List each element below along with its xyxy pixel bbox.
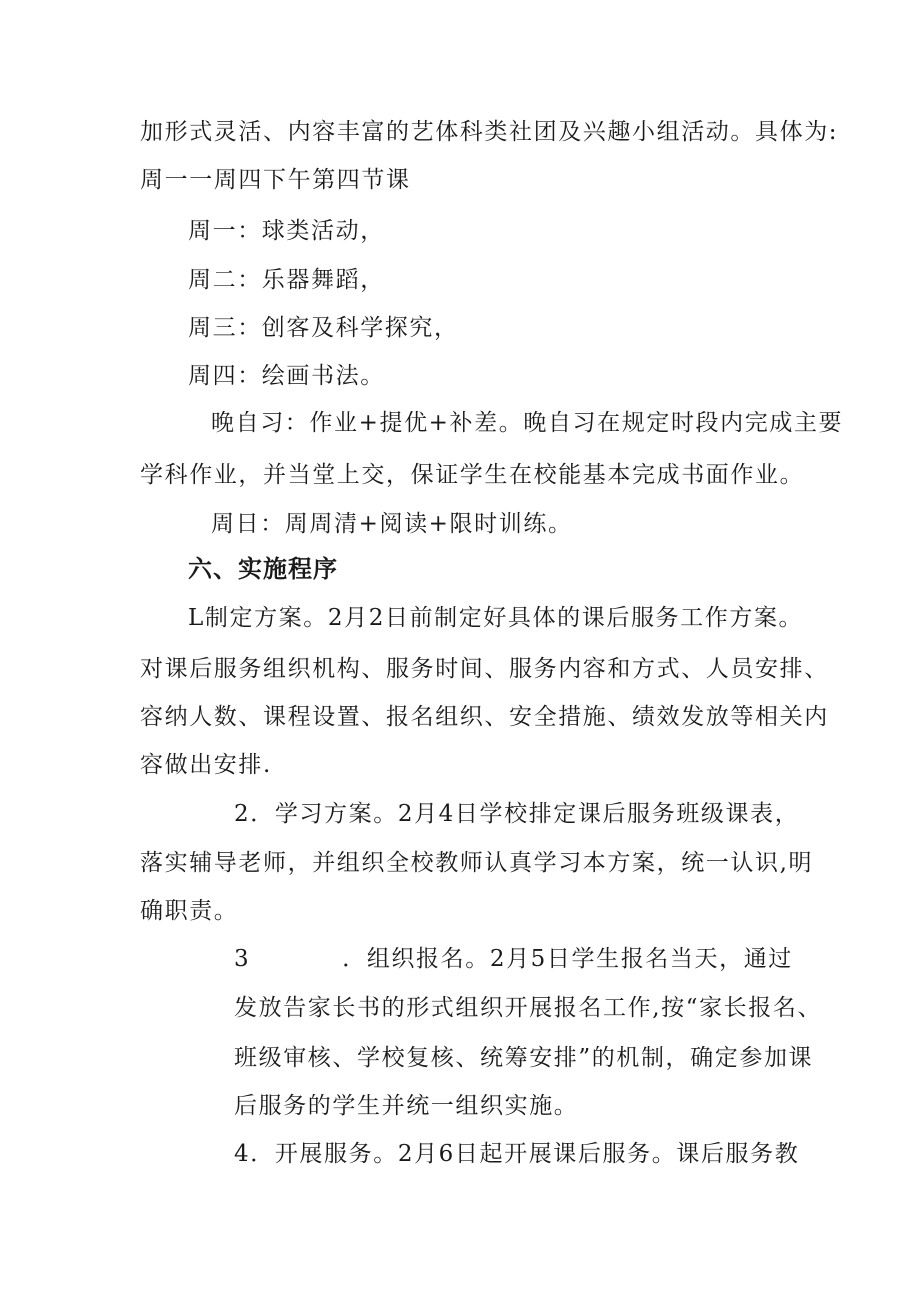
activities-line-1: 加形式灵活、内容丰富的艺体科类社团及兴趣小组活动。具体为: bbox=[140, 119, 839, 145]
step3-line-1 bbox=[234, 944, 793, 974]
weekday-item-tuesday: 周二：乐器舞蹈， bbox=[188, 267, 385, 293]
evening-study-line-1: 晚自习：作业+提优+补差。晚自习在规定时段内完成主要 bbox=[211, 410, 844, 436]
step1-line-3: 容纳人数、课程设置、报名组织、安全措施、绩效发放等相关内 bbox=[140, 704, 829, 730]
step3-line-1-text: ．组织报名。2月5日学生报名当天，通过 bbox=[342, 946, 793, 972]
step1-line-4: 容做出安排. bbox=[140, 752, 272, 778]
step2-line-3: 确职责。 bbox=[140, 898, 239, 924]
weekday-item-monday: 周一：球类活动， bbox=[188, 218, 385, 244]
weekday-item-wednesday: 周三：创客及科学探究， bbox=[188, 315, 459, 341]
step2-line-1: 2．学习方案。2月4日学校排定课后服务班级课表， bbox=[234, 801, 800, 827]
section-heading: 六、实施程序 bbox=[188, 555, 338, 583]
activities-line-2: 周一一周四下午第四节课 bbox=[140, 167, 411, 193]
step3-line-2: 发放告家长书的形式组织开展报名工作,按“家长报名、 bbox=[234, 995, 823, 1021]
evening-study-line-2: 学科作业，并当堂上交，保证学生在校能基本完成书面作业。 bbox=[140, 462, 805, 488]
sunday-line: 周日：周周清+阅读+限时训练。 bbox=[211, 511, 573, 537]
weekday-item-thursday: 周四：绘画书法。 bbox=[188, 363, 385, 389]
step3-line-4: 后服务的学生并统一组织实施。 bbox=[234, 1093, 579, 1119]
step3-number: 3 bbox=[234, 946, 251, 972]
step1-line-2: 对课后服务组织机构、服务时间、服务内容和方式、人员安排、 bbox=[140, 656, 829, 682]
step2-line-2: 落实辅导老师，并组织全校教师认真学习本方案，统一认识,明 bbox=[140, 850, 814, 876]
step1-line-1: L制定方案。2月2日前制定好具体的课后服务工作方案。 bbox=[188, 605, 804, 631]
step3-line-3: 班级审核、学校复核、统筹安排”的机制，确定参加课 bbox=[234, 1045, 814, 1071]
step4-line-1: 4．开展服务。2月6日起开展课后服务。课后服务教 bbox=[234, 1141, 800, 1167]
